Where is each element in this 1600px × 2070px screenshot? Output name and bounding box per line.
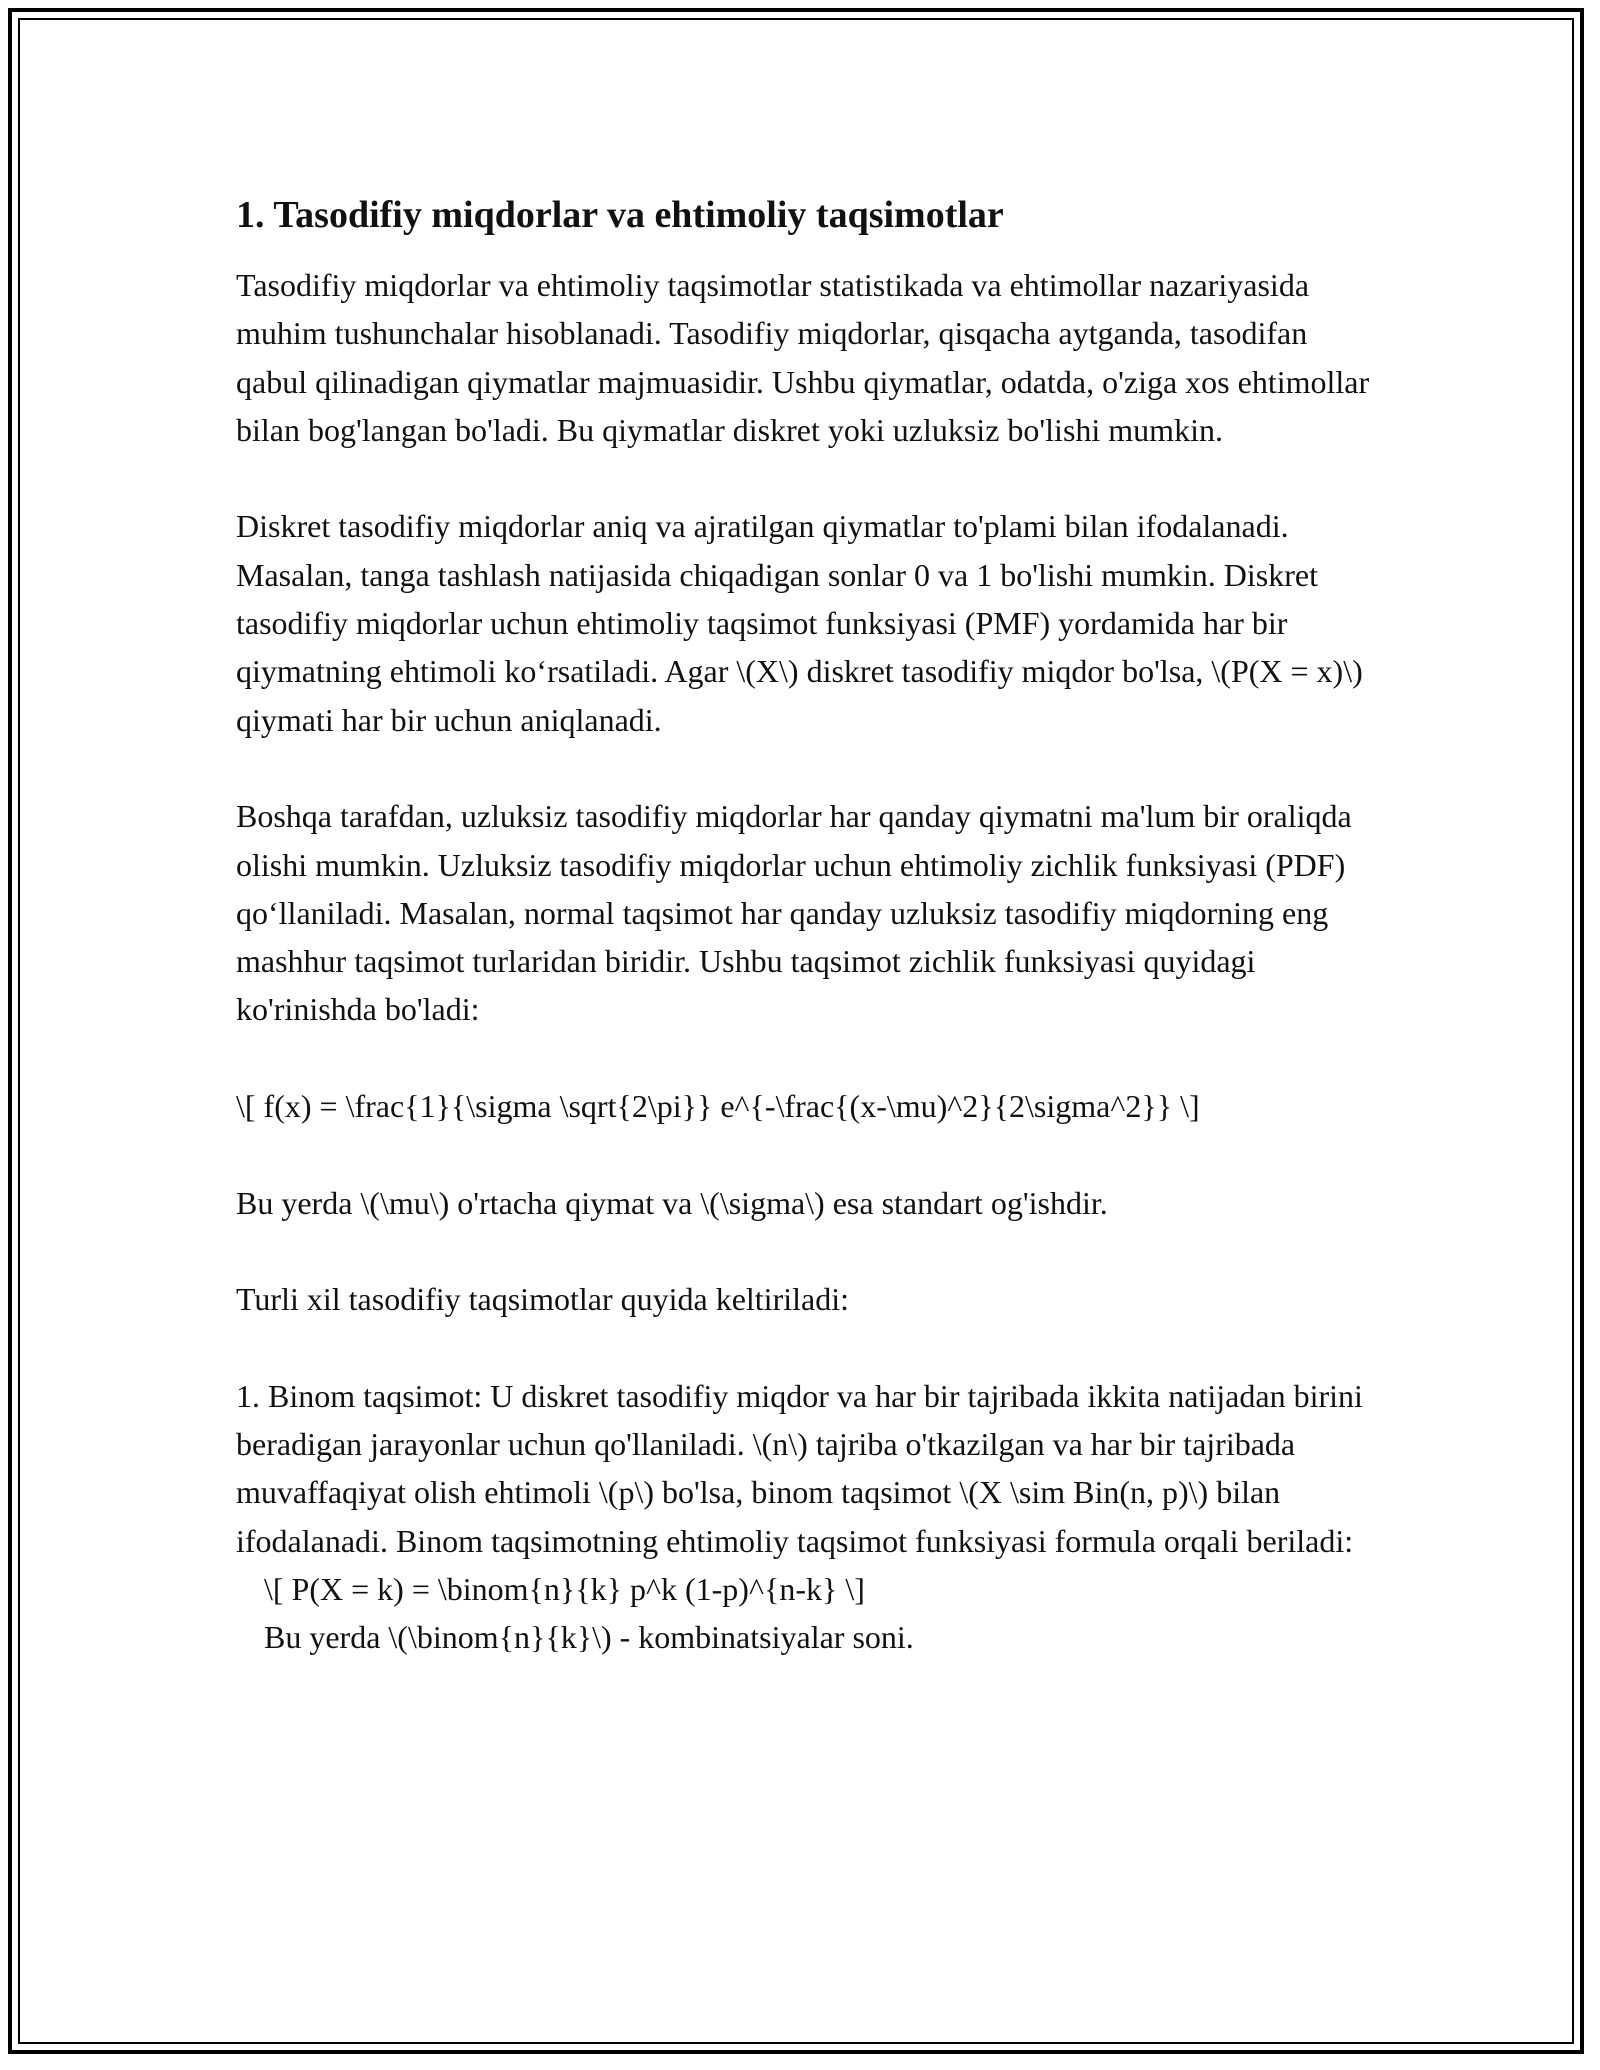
binomial-note: Bu yerda \(\binom{n}{k}\) - kombinatsiyalar soni. xyxy=(264,1619,914,1656)
paragraph-list-intro: Turli xil tasodifiy taqsimotlar quyida keltiriladi: xyxy=(236,1281,849,1318)
paragraph-discrete: Diskret tasodifiy miqdorlar aniq va ajratilgan qiymatlar to'plami bilan ifodalanadi. Masalan, tanga tashlash natijasida chiqadigan sonlar 0 va 1 bo'lishi mumkin. Diskret tasodifiy miqdorlar uchun ehtimoliy taqsimot funksiyasi (PMF) yordamida har bir qiymatning ehtimoli ko‘rsatiladi. Agar \(X\) diskret tasodifiy miqdor bo'lsa, \(P(X = x)\) qiymati har bir uchun aniqlanadi. xyxy=(236,508,1363,738)
paragraph-continuous: Boshqa tarafdan, uzluksiz tasodifiy miqdorlar har qanday qiymatni ma'lum bir oraliqda olishi mumkin. Uzluksiz tasodifiy miqdorlar uchun ehtimoliy zichlik funksiyasi (PDF) qo‘llaniladi. Masalan, normal taqsimot har qanday uzluksiz tasodifiy miqdorning eng mashhur taqsimot turlaridan biridir. Ushbu taqsimot zichlik funksiyasi quyidagi ko'rinishda bo'ladi: xyxy=(236,798,1352,1028)
paragraph-intro: Tasodifiy miqdorlar va ehtimoliy taqsimotlar statistikada va ehtimollar nazariyasida muhim tushunchalar hisoblanadi. Tasodifiy miqdorlar, qisqacha aytganda, tasodifan qabul qilinadigan qiymatlar majmuasidir. Ushbu qiymatlar, odatda, o'ziga xos ehtimollar bilan bog'langan bo'ladi. Bu qiymatlar diskret yoki uzluksiz bo'lishi mumkin. xyxy=(236,267,1370,448)
list-item-binomial xyxy=(236,1372,1386,1662)
section-title: 1. Tasodifiy miqdorlar va ehtimoliy taqsimotlar xyxy=(236,194,1004,236)
paragraph-mu-sigma: Bu yerda \(\mu\) o'rtacha qiymat va \(\sigma\) esa standart og'ishdir. xyxy=(236,1184,1108,1221)
list-item-binomial-text: 1. Binom taqsimot: U diskret tasodifiy miqdor va har bir tajribada ikkita natijadan birini beradigan jarayonlar uchun qo'llaniladi. \(n\) tajriba o'tkazilgan va har bir tajribada muvaffaqiyat olish ehtimoli \(p\) bo'lsa, binom taqsimot \(X \sim Bin(n, p)\) bilan ifodalanadi. Binom taqsimotning ehtimoliy taqsimot funksiyasi formula orqali beriladi: xyxy=(236,1377,1363,1559)
document-page xyxy=(236,185,1386,1662)
formula-binomial: \[ P(X = k) = \binom{n}{k} p^k (1-p)^{n-k} \] xyxy=(264,1571,865,1608)
formula-normal-pdf: \[ f(x) = \frac{1}{\sigma \sqrt{2\pi}} e^{-\frac{(x-\mu)^2}{2\sigma^2}} \] xyxy=(236,1088,1200,1125)
